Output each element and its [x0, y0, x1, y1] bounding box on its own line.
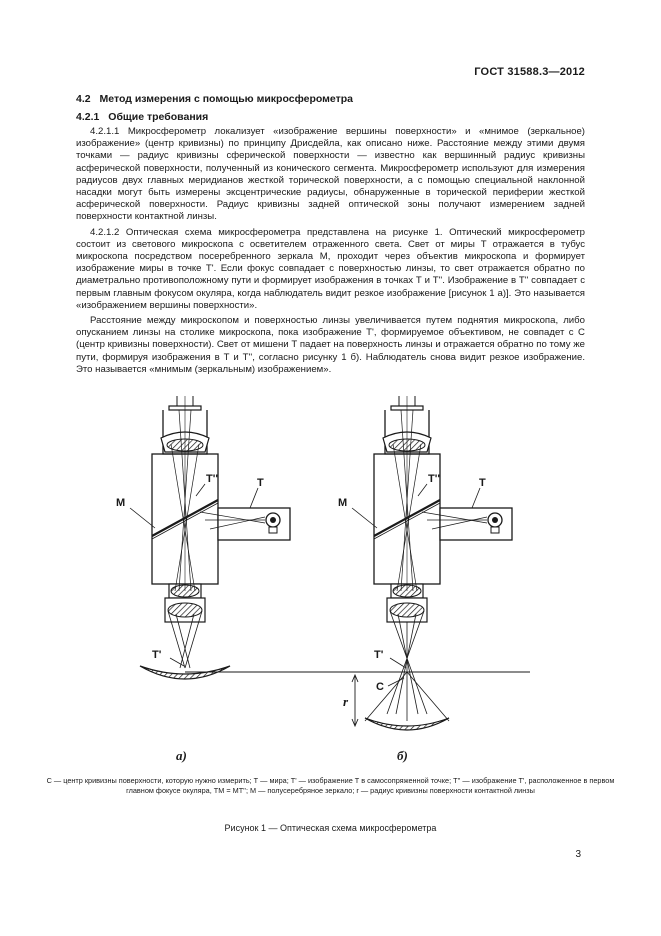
main-content [76, 93, 585, 379]
label-panel-a: а) [176, 748, 187, 763]
diagram-panel-b [352, 396, 512, 730]
label-c: С [376, 681, 384, 693]
paragraph-4-2-1-1: 4.2.1.1 Микросферометр локализует «изображение вершины поверхности» и «мнимое (зеркальное) изображение» (центр кривизны) по принципу Дрисдейла, как описано ниже. Расстояние между этими двумя точками — радиус кривизны сферической поверхности — известно как вершинный радиус кривизны асферической поверхности, полученный из конического сегмента. Микросферометр используют для измерения радиусов двух главных меридианов жесткой торической поверхности, а с помощью специальной наклонной насадки могут быть измерены эксцентрические радиусы, обнаруженные в торической периферии жесткой асферической поверхности. Радиус кривизны задней оптической зоны получают измерением задней поверхности контактной линзы. [76, 126, 585, 223]
label-t-prime-b: Т' [374, 649, 384, 661]
microspherometer-diagram [110, 396, 530, 771]
document-header: ГОСТ 31588.3—2012 [474, 66, 585, 78]
label-t-double-a: Т'' [206, 473, 218, 485]
label-t-b: Т [479, 477, 486, 489]
label-t-prime-a: Т' [152, 649, 162, 661]
paragraph-4-2-1-2: 4.2.1.2 Оптическая схема микросферометра представлена на рисунке 1. Оптический микросферометр состоит из светового микроскопа с осветителем отраженного света. Свет от миры Т отражается в тубус микроскопа посредством посеребренного зеркала М, проходит через объектив микроскопа и формирует изображение миры в точке Т'. Если фокус совпадает с поверхностью линзы, то свет отражается обратно по диаметрально противоположному пути и формирует изображения в точках Т и Т''. Изображение в Т'' совпадает с первым главным фокусом окуляра, когда наблюдатель видит резкое изображение [рисунок 1 а)]. Это называется «изображением вершины поверхности». [76, 226, 585, 311]
subsection-title: Общие требования [108, 111, 209, 123]
figure-caption: Рисунок 1 — Оптическая схема микросферометра [224, 823, 437, 833]
figure-1 [110, 396, 530, 771]
diagram-panel-a [130, 396, 290, 679]
page-number: 3 [575, 849, 581, 860]
label-r: r [343, 694, 349, 709]
label-panel-b: б) [397, 748, 408, 763]
label-t-a: Т [257, 477, 264, 489]
figure-legend: С — центр кривизны поверхности, которую нужно измерить; Т — мира; Т' — изображение Т в самосопряженной точке; Т'' — изображение Т', расположенное в первом главном фокусе окуляра, ТМ = МТ''; М — полусеребряное зеркало; r — радиус кривизны поверхности контактной линзы [46, 776, 615, 796]
label-t-double-b: Т'' [428, 473, 440, 485]
section-number: 4.2 [76, 93, 91, 105]
subsection-heading [76, 111, 585, 123]
subsection-number: 4.2.1 [76, 111, 100, 123]
section-title: Метод измерения с помощью микросферометра [99, 93, 354, 105]
label-m-b: М [338, 497, 348, 509]
paragraph-virtual-image: Расстояние между микроскопом и поверхностью линзы увеличивается путем поднятия микроскопа, либо опусканием линзы на столике микроскопа, пока изображение Т', формируемое объективом, не совпадет с С (центр кривизны поверхности). Свет от мишени Т падает на поверхность линзы и отражается обратно по тому же пути, формируя изображения в Т и Т'', согласно рисунку 1 б). Наблюдатель снова видит резкое изображение. Это называется «мнимым (зеркальным) изображением». [76, 315, 585, 375]
label-m-a: М [116, 497, 126, 509]
section-heading [76, 93, 585, 105]
